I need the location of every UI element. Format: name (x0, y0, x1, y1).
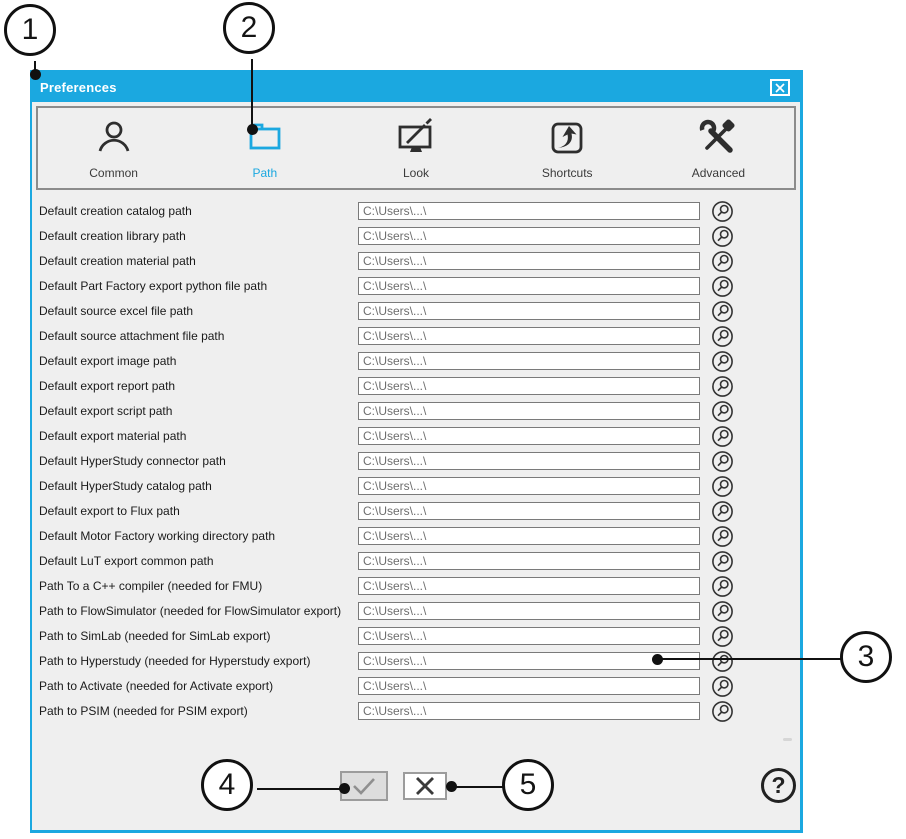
browse-button[interactable] (711, 500, 734, 523)
preference-label: Path to PSIM (needed for PSIM export) (39, 704, 248, 718)
preference-row (32, 674, 800, 699)
path-input[interactable] (358, 402, 700, 420)
callout-5-line (452, 786, 503, 788)
magnifier-icon (711, 650, 734, 673)
tab-bar (36, 106, 796, 190)
path-input[interactable] (358, 427, 700, 445)
tab-look[interactable] (340, 108, 491, 188)
preference-label: Default HyperStudy connector path (39, 454, 226, 468)
preference-label: Default HyperStudy catalog path (39, 479, 212, 493)
preference-label: Default source excel file path (39, 304, 194, 318)
preference-row (32, 624, 800, 649)
preference-label: Default creation catalog path (39, 204, 192, 218)
browse-button[interactable] (711, 300, 734, 323)
preference-label: Default export to Flux path (39, 504, 180, 518)
path-input[interactable] (358, 302, 700, 320)
browse-button[interactable] (711, 225, 734, 248)
magnifier-icon (711, 200, 734, 223)
preference-label: Path To a C++ compiler (needed for FMU) (39, 579, 263, 593)
path-input[interactable] (358, 352, 700, 370)
path-input[interactable] (358, 577, 700, 595)
magnifier-icon (711, 425, 734, 448)
shortcut-arrow-icon (545, 116, 589, 160)
preference-label: Path to SimLab (needed for SimLab export) (39, 629, 271, 643)
browse-button[interactable] (711, 525, 734, 548)
browse-button[interactable] (711, 675, 734, 698)
magnifier-icon (711, 525, 734, 548)
preference-label: Default creation material path (39, 254, 196, 268)
path-input[interactable] (358, 377, 700, 395)
browse-button[interactable] (711, 475, 734, 498)
callout-2-dot (247, 124, 258, 135)
browse-button[interactable] (711, 700, 734, 723)
preference-label: Default export report path (39, 379, 176, 393)
preference-label: Default LuT export common path (39, 554, 214, 568)
preference-row (32, 699, 800, 724)
tab-label: Common (89, 166, 138, 180)
preference-row (32, 549, 800, 574)
preference-row (32, 499, 800, 524)
path-input[interactable] (358, 677, 700, 695)
preference-row (32, 649, 800, 674)
preference-label: Default creation library path (39, 229, 186, 243)
magnifier-icon (711, 375, 734, 398)
callout-number: 3 (857, 640, 875, 673)
preference-label: Default export script path (39, 404, 173, 418)
window-title: Preferences (40, 79, 117, 95)
preference-row (32, 474, 800, 499)
preference-row (32, 574, 800, 599)
close-icon (775, 83, 785, 93)
magnifier-icon (711, 400, 734, 423)
magnifier-icon (711, 250, 734, 273)
preference-row (32, 399, 800, 424)
path-input[interactable] (358, 227, 700, 245)
magnifier-icon (711, 275, 734, 298)
browse-button[interactable] (711, 550, 734, 573)
callout-2-circle (223, 2, 275, 54)
preference-label: Path to FlowSimulator (needed for FlowSimulator export) (39, 604, 342, 618)
browse-button[interactable] (711, 575, 734, 598)
callout-3-line (658, 658, 841, 660)
preference-row (32, 599, 800, 624)
path-input[interactable] (358, 552, 700, 570)
path-input[interactable] (358, 452, 700, 470)
path-input[interactable] (358, 202, 700, 220)
preference-row (32, 274, 800, 299)
callout-3-circle (840, 631, 892, 683)
magnifier-icon (711, 600, 734, 623)
titlebar[interactable] (32, 72, 800, 102)
callout-3-dot (652, 654, 663, 665)
path-input[interactable] (358, 477, 700, 495)
magnifier-icon (711, 475, 734, 498)
callout-4-dot (339, 783, 350, 794)
callout-2-line (251, 59, 253, 129)
magnifier-icon (711, 700, 734, 723)
browse-button[interactable] (711, 625, 734, 648)
callout-number: 1 (21, 13, 39, 46)
path-input[interactable] (358, 252, 700, 270)
cancel-button[interactable] (403, 772, 447, 800)
magnifier-icon (711, 675, 734, 698)
question-mark-icon: ? (771, 772, 786, 798)
browse-button[interactable] (711, 450, 734, 473)
callout-number: 5 (519, 768, 537, 801)
path-input[interactable] (358, 327, 700, 345)
path-input[interactable] (358, 277, 700, 295)
preference-label: Default Motor Factory working directory path (39, 529, 276, 543)
callout-number: 2 (240, 11, 258, 44)
browse-button[interactable] (711, 650, 734, 673)
tab-shortcuts[interactable] (492, 108, 643, 188)
preference-label: Default export material path (39, 429, 187, 443)
crossed-tools-icon (696, 116, 740, 160)
preference-label: Default source attachment file path (39, 329, 225, 343)
preference-row (32, 349, 800, 374)
callout-4-line (257, 788, 345, 790)
monitor-pen-icon (394, 116, 438, 160)
browse-button[interactable] (711, 400, 734, 423)
preference-label: Default export image path (39, 354, 177, 368)
browse-button[interactable] (711, 275, 734, 298)
magnifier-icon (711, 450, 734, 473)
help-button[interactable] (761, 768, 796, 803)
path-input[interactable] (358, 627, 700, 645)
callout-5-dot (446, 781, 457, 792)
browse-button[interactable] (711, 350, 734, 373)
tab-advanced[interactable] (643, 108, 794, 188)
tab-label: Path (252, 166, 278, 180)
folder-icon (243, 116, 287, 160)
close-button[interactable] (770, 79, 790, 96)
preference-row (32, 224, 800, 249)
preference-label: Path to Hyperstudy (needed for Hyperstudy export) (39, 654, 311, 668)
magnifier-icon (711, 350, 734, 373)
browse-button[interactable] (711, 600, 734, 623)
browse-button[interactable] (711, 250, 734, 273)
path-input[interactable] (358, 502, 700, 520)
browse-button[interactable] (711, 375, 734, 398)
preference-row (32, 249, 800, 274)
browse-button[interactable] (711, 425, 734, 448)
tab-label: Advanced (691, 166, 746, 180)
tab-path[interactable] (189, 108, 340, 188)
preference-row (32, 324, 800, 349)
browse-button[interactable] (711, 325, 734, 348)
callout-5-circle (502, 759, 554, 811)
callout-number: 4 (218, 768, 236, 801)
preference-row (32, 299, 800, 324)
callout-1-circle (4, 4, 56, 56)
tab-label: Shortcuts (541, 166, 593, 180)
path-input[interactable] (358, 652, 700, 670)
browse-button[interactable] (711, 200, 734, 223)
preference-row (32, 374, 800, 399)
person-icon (92, 116, 136, 160)
path-input[interactable] (358, 602, 700, 620)
magnifier-icon (711, 625, 734, 648)
preference-label: Default Part Factory export python file path (39, 279, 268, 293)
magnifier-icon (711, 500, 734, 523)
scrollbar-nub (783, 738, 792, 741)
path-input[interactable] (358, 702, 700, 720)
preference-row (32, 424, 800, 449)
callout-1-dot (30, 69, 41, 80)
magnifier-icon (711, 325, 734, 348)
magnifier-icon (711, 225, 734, 248)
tab-common[interactable] (38, 108, 189, 188)
check-icon (350, 774, 378, 798)
path-input[interactable] (358, 527, 700, 545)
magnifier-icon (711, 575, 734, 598)
preference-list (32, 199, 800, 724)
preference-row (32, 524, 800, 549)
callout-4-circle (201, 759, 253, 811)
tab-label: Look (402, 166, 430, 180)
preference-row (32, 199, 800, 224)
preference-label: Path to Activate (needed for Activate export) (39, 679, 274, 693)
x-icon (413, 775, 437, 797)
preference-row (32, 449, 800, 474)
preferences-dialog (30, 70, 803, 833)
magnifier-icon (711, 550, 734, 573)
magnifier-icon (711, 300, 734, 323)
